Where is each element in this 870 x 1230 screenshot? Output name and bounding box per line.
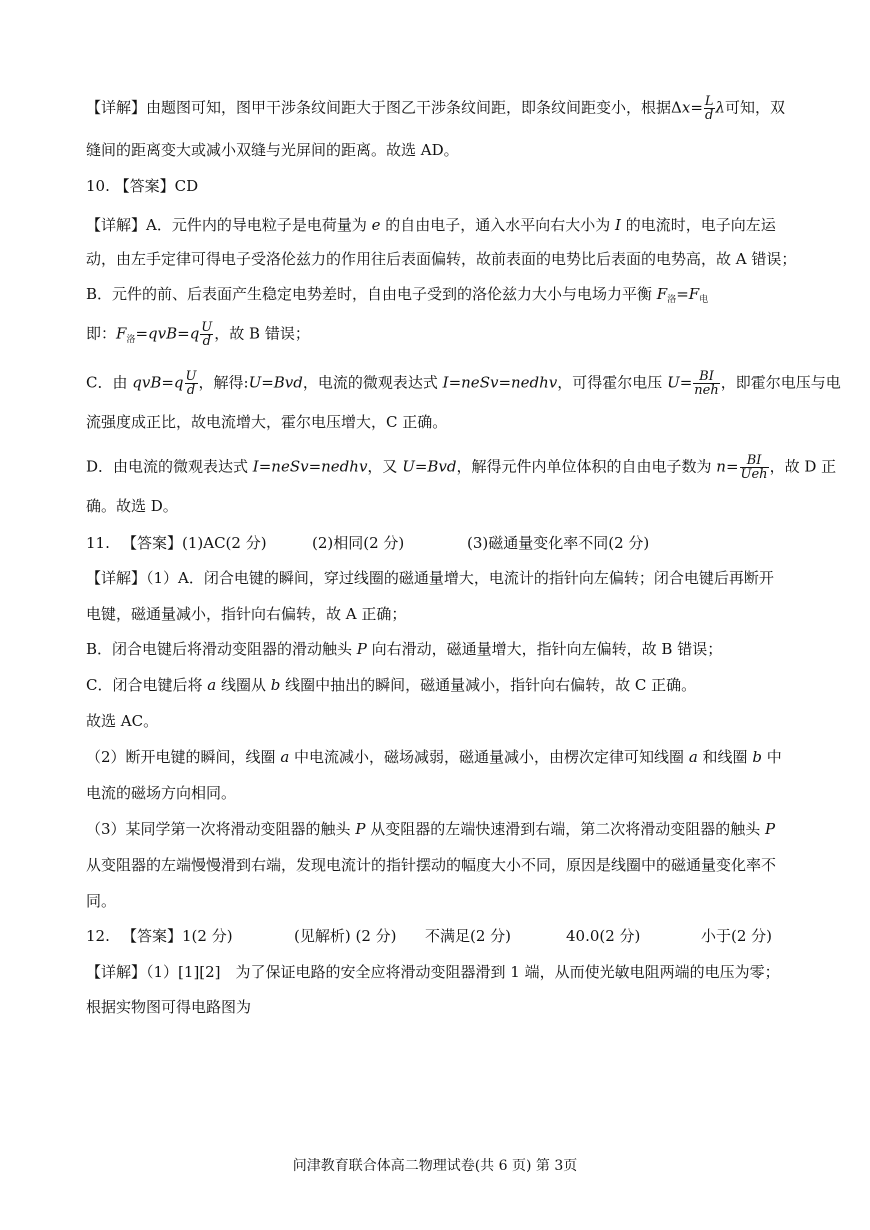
explanation-line	[86, 710, 810, 732]
explanation-line	[86, 283, 810, 308]
text: ，可得霍尔电压	[557, 373, 668, 392]
text: 流强度成正比，故电流增大，霍尔电压增大，C 正确。	[86, 413, 448, 431]
text: B．元件的前、后表面产生稳定电势差时，自由电子受到的洛伦兹力大小与电场力平衡	[86, 285, 657, 303]
text: 【详解】A．元件内的导电粒子是电荷量为	[86, 216, 372, 234]
formula: qvB=q	[132, 373, 184, 392]
text: 的自由电子，通入水平向右大小为	[380, 216, 616, 234]
text: ，即霍尔电压与电	[720, 373, 841, 392]
explanation-line	[86, 638, 810, 660]
answer-heading	[86, 532, 810, 554]
text: （3）某同学第一次将滑动变阻器的触头	[86, 820, 356, 838]
text: 确。故选 D。	[86, 497, 178, 515]
formula-var: P	[356, 640, 367, 658]
text: 同。	[86, 892, 117, 910]
text: 【详解】（1）A．闭合电键的瞬间，穿过线圈的磁通量增大，电流计的指针向左偏转；闭合电键后再断开	[86, 569, 774, 587]
text: 【详解】由题图可知，图甲干涉条纹间距大于图乙干涉条纹间距，即条纹间距变小，根据Δ	[86, 98, 682, 117]
text: 和线圈	[697, 748, 753, 766]
explanation-line	[86, 996, 810, 1018]
explanation-line	[86, 674, 810, 696]
text: 【详解】（1）[1][2] 为了保证电路的安全应将滑动变阻器滑到 1 端，从而使光敏电阻两端的电压为零；	[86, 963, 780, 981]
formula-var: b	[752, 748, 762, 766]
explanation-line	[86, 961, 810, 983]
text: 从变阻器的左端慢慢滑到右端，发现电流计的指针摆动的幅度大小不同，原因是线圈中的磁通量变化率不	[86, 856, 777, 874]
text: 根据实物图可得电路图为	[86, 998, 252, 1016]
answer-heading	[86, 175, 810, 197]
answer-heading	[86, 925, 810, 947]
text: ，故 D 正	[769, 457, 837, 476]
formula: U=	[667, 373, 693, 392]
explanation-line	[86, 854, 810, 876]
explanation-line	[86, 567, 810, 589]
text: 线圈从	[216, 676, 271, 694]
denominator: Ueh	[740, 467, 768, 482]
explanation-line	[86, 746, 810, 768]
explanation-line	[86, 782, 810, 804]
text: 的电流时，电子向左运	[620, 216, 776, 234]
text: C．由	[86, 373, 133, 392]
formula: =qvB=q	[135, 324, 200, 343]
explanation-line	[86, 139, 810, 161]
formula-var: b	[270, 676, 281, 694]
text: =	[690, 98, 703, 117]
answer-part: (2)相同(2 分)	[312, 534, 405, 552]
formula-var: P	[355, 820, 366, 838]
answer-part: 40.0(2 分)	[566, 927, 641, 945]
subscript: 洛	[126, 334, 136, 345]
denominator: d	[202, 334, 211, 349]
answer-part: 不满足(2 分)	[425, 927, 512, 945]
formula-var: a	[688, 748, 698, 766]
page-footer: 问津教育联合体高二物理试卷(共 6 页) 第 3页	[292, 1158, 578, 1174]
formula: n=	[716, 457, 739, 476]
numerator: BI	[740, 454, 769, 468]
question-number: 11.	[86, 534, 110, 552]
explanation-line	[86, 248, 810, 270]
formula: I=neSv=nedhv	[442, 373, 558, 392]
numerator: U	[201, 320, 213, 335]
formula-var: P	[764, 820, 776, 838]
text: 可知，双	[725, 98, 786, 117]
numerator: U	[185, 369, 197, 384]
text: 从变阻器的左端快速滑到右端，第二次将滑动变阻器的触头	[365, 820, 765, 838]
text: C．闭合电键后将	[86, 676, 208, 694]
subscript: 电	[699, 295, 709, 305]
formula-var: e	[371, 216, 381, 234]
answer-part: (见解析) (2 分)	[294, 927, 397, 945]
question-number: 12.	[86, 927, 110, 945]
text: ，解得:	[198, 373, 249, 392]
explanation-line	[86, 890, 810, 912]
formula: U=Bvd	[402, 457, 457, 476]
text: ，故 B 错误；	[214, 324, 310, 343]
text: 中	[761, 748, 782, 766]
text: 故选 AC。	[86, 712, 159, 730]
explanation-line	[86, 214, 810, 236]
explanation-line	[86, 495, 810, 517]
fraction	[740, 454, 769, 481]
text: D．由电流的微观表达式	[86, 457, 253, 476]
explanation-line	[86, 321, 810, 348]
text: 电键，磁通量减小，指针向右偏转，故 A 正确；	[86, 605, 407, 623]
text: 动，由左手定律可得电子受洛伦兹力的作用往后表面偏转，故前表面的电势比后表面的电势高，故 A 错误；	[86, 250, 797, 268]
numerator: L	[704, 94, 714, 109]
denominator: neh	[694, 383, 719, 398]
denominator: d	[705, 108, 714, 123]
answer-part: 小于(2 分)	[701, 927, 773, 945]
answer-part: (3)磁通量变化率不同(2 分)	[467, 534, 650, 552]
text: （2）断开电键的瞬间，线圈	[86, 748, 281, 766]
explanation-line	[86, 95, 810, 122]
formula-var: λ	[715, 98, 726, 117]
formula-var: x	[681, 98, 691, 117]
denominator: d	[186, 383, 196, 398]
text: ，解得元件内单位体积的自由电子数为	[456, 457, 717, 476]
fraction	[200, 321, 213, 348]
formula-var: =F	[676, 285, 700, 303]
text: ，又	[367, 457, 403, 476]
formula-var: a	[280, 748, 290, 766]
subscript: 洛	[667, 295, 677, 305]
explanation-line	[86, 411, 810, 433]
text: 即：	[86, 324, 117, 343]
explanation-line	[86, 818, 810, 840]
formula: I=neSv=nedhv	[252, 457, 368, 476]
formula: U=Bvd	[248, 373, 303, 392]
text: ，电流的微观表达式	[302, 373, 443, 392]
text: 中电流减小，磁场减弱，磁通量减小，由楞次定律可知线圈	[289, 748, 689, 766]
text: B．闭合电键后将滑动变阻器的滑动触头	[86, 640, 357, 658]
fraction	[693, 370, 719, 397]
fraction	[185, 370, 198, 397]
formula-var: F	[656, 285, 668, 303]
explanation-line	[86, 369, 841, 398]
text: 电流的磁场方向相同。	[86, 784, 237, 802]
formula-var: I	[615, 216, 621, 234]
text: 10. 【答案】CD	[86, 177, 199, 195]
answer-part: 【答案】(1)AC(2 分)	[122, 534, 267, 552]
answer-part: 【答案】1(2 分)	[122, 927, 233, 945]
formula-var: F	[116, 324, 127, 343]
text: 线圈中抽出的瞬间，磁通量减小，指针向右偏转，故 C 正确。	[280, 676, 697, 694]
numerator: BI	[693, 370, 719, 384]
fraction	[704, 95, 715, 122]
explanation-line	[86, 453, 837, 482]
text: 缝间的距离变大或减小双缝与光屏间的距离。故选 AD。	[86, 141, 459, 159]
explanation-line	[86, 603, 810, 625]
text: 向右滑动，磁通量增大，指针向左偏转，故 B 错误；	[366, 640, 723, 658]
formula-var: a	[207, 676, 217, 694]
